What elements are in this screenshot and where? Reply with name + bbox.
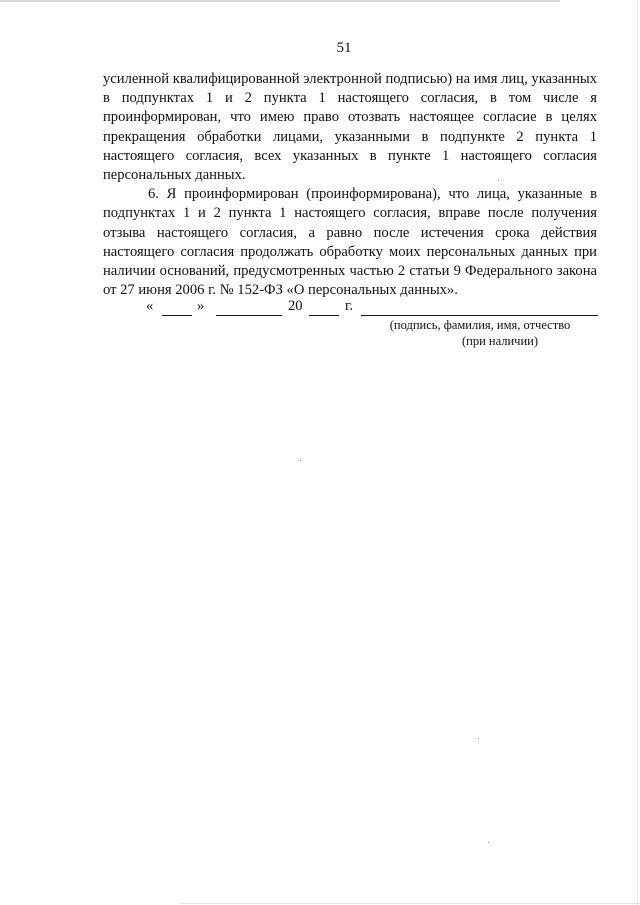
scan-edge-top: [0, 0, 560, 2]
paragraph-6: 6. Я проинформирован (проинформирована), что лица, указанные в подпунктах 1 и 2 пункта 1 настоящего согласия, вправе после получения отзыва настоящего согласия, а равно после истечения срока действия настоящего согласия продолжать обработку моих персональных данных при наличии оснований, предусмотренных частью 2 статьи 9 Федерального закона от 27 июня 2006 г. № 152-ФЗ «О персональных данных».: [103, 186, 597, 299]
paragraph-continuation: усиленной квалифицированной электронной подписью) на имя лиц, указанных в подпунктах 1 и 2 пункта 1 настоящего согласия, в том числе я проинформирован, что имею право отозвать настоящее согласие в целях прекращения обработки лицами, указанными в подпункте 2 пункта 1 настоящего согласия, всех указанных в пункте 1 настоящего согласия персональных данных.: [103, 71, 597, 184]
year-blank: [309, 315, 339, 316]
scan-speck: [488, 842, 489, 843]
day-blank: [162, 315, 192, 316]
month-blank: [216, 315, 282, 316]
scan-speck: [300, 460, 301, 461]
scan-speck: [478, 738, 479, 739]
close-quote: »: [197, 298, 205, 314]
signature-caption-line2: (при наличии): [461, 334, 539, 348]
document-body: [103, 70, 597, 300]
open-quote: «: [146, 298, 154, 314]
page-number: 51: [336, 40, 352, 56]
signature-caption-line1: (подпись, фамилия, имя, отчество: [389, 318, 571, 332]
year-prefix: 20: [288, 298, 303, 314]
scan-speck: [498, 180, 499, 181]
scan-edge-bottom: [180, 903, 640, 904]
scan-edge-right: [637, 0, 638, 905]
year-suffix: г.: [345, 298, 353, 314]
signature-blank: [361, 315, 598, 316]
